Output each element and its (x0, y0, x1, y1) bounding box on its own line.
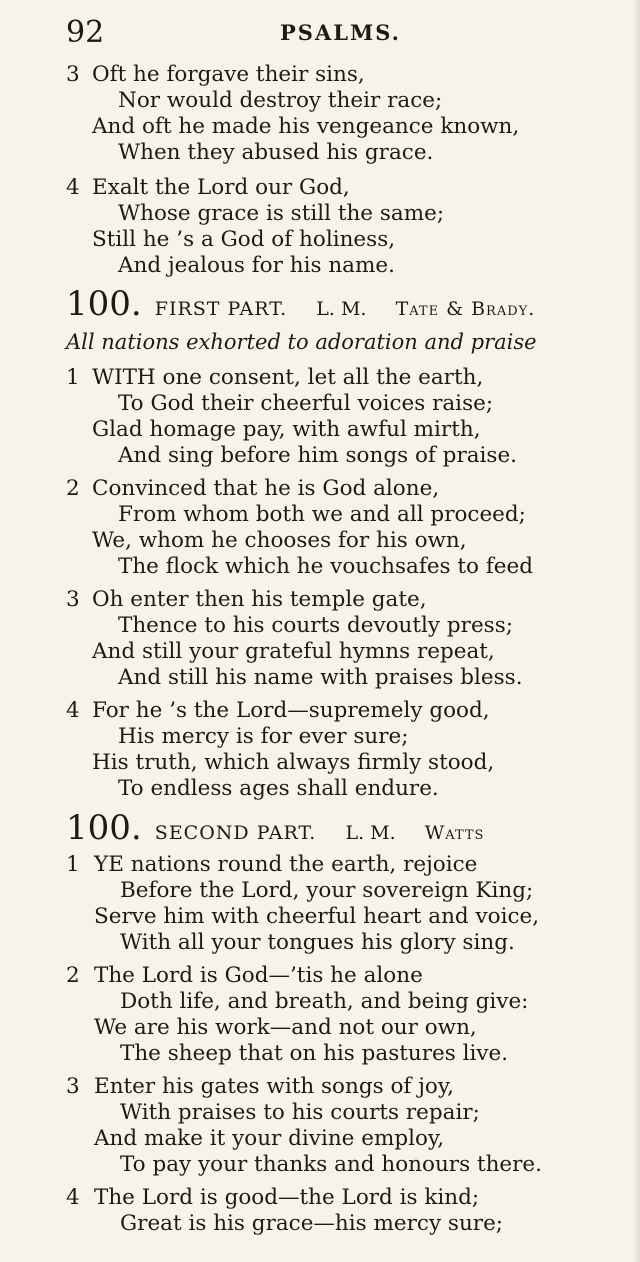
verse-line: The Lord is good—the Lord is kind; (94, 1185, 480, 1210)
verse-line: We, whom he chooses for his own, (92, 528, 467, 553)
verse-line: And oft he made his vengeance known, (92, 114, 520, 139)
verse-line: From whom both we and all proceed; (118, 502, 526, 527)
hymn-heading (66, 284, 626, 324)
verse-number: 1 (66, 852, 80, 877)
verse-line: And still his name with praises bless. (118, 665, 523, 690)
hymn-subtitle: All nations exhorted to adoration and praise (66, 330, 537, 354)
verse-line: Nor would destroy their race; (118, 88, 443, 113)
verse-line: Great is his grace—his mercy sure; (120, 1211, 504, 1236)
verse-line: The Lord is God—’tis he alone (94, 963, 423, 988)
verse-line: To endless ages shall endure. (118, 776, 439, 801)
hymn-number: 100. (66, 284, 142, 324)
verse-number: 2 (66, 963, 80, 988)
verse-number: 3 (66, 1074, 80, 1099)
verse-line: Thence to his courts devoutly press; (118, 613, 513, 638)
verse-number: 2 (66, 476, 80, 501)
part-title: FIRST PART. (154, 298, 288, 320)
verse-line: Serve him with cheerful heart and voice, (94, 904, 540, 929)
verse-number: 1 (66, 365, 80, 390)
verse-number: 3 (66, 62, 80, 87)
verse-line: His truth, which always firmly stood, (92, 750, 495, 775)
verse-line: Oh enter then his temple gate, (92, 587, 427, 612)
running-head: PSALMS. (280, 20, 401, 45)
hymn-heading (66, 808, 626, 848)
verse-line: WITH one consent, let all the earth, (92, 365, 484, 390)
verse-number: 4 (66, 698, 80, 723)
page-edge-shadow (632, 0, 640, 1262)
verse-line: To God their cheerful voices raise; (118, 391, 494, 416)
verse-line: Before the Lord, your sovereign King; (120, 878, 534, 903)
verse-line: Still he ’s a God of holiness, (92, 227, 396, 252)
verse-line: Oft he forgave their sins, (92, 62, 365, 87)
hymn-number: 100. (66, 808, 142, 848)
page-number: 92 (66, 15, 105, 50)
verse-line: Enter his gates with songs of joy, (94, 1074, 454, 1099)
verse-line: With praises to his courts repair; (120, 1100, 480, 1125)
verse-line: With all your tongues his glory sing. (120, 930, 515, 955)
verse-number: 4 (66, 1185, 80, 1210)
verse-line: YE nations round the earth, rejoice (94, 852, 478, 877)
verse-number: 3 (66, 587, 80, 612)
verse-line: And jealous for his name. (118, 253, 395, 278)
verse-line: And make it your divine employ, (94, 1126, 445, 1151)
meter: L. M. (316, 298, 367, 320)
verse-line: Doth life, and breath, and being give: (120, 989, 529, 1014)
author: Tate & Brady. (395, 298, 536, 320)
part-title: SECOND PART. (154, 822, 317, 844)
verse-line: And sing before him songs of praise. (118, 443, 518, 468)
verse-line: We are his work—and not our own, (94, 1015, 477, 1040)
meter: L. M. (345, 822, 396, 844)
verse-line: Whose grace is still the same; (118, 201, 445, 226)
verse-line: His mercy is for ever sure; (118, 724, 409, 749)
verse-line: And still your grateful hymns repeat, (92, 639, 495, 664)
verse-line: Glad homage pay, with awful mirth, (92, 417, 481, 442)
verse-line: Exalt the Lord our God, (92, 175, 350, 200)
page-header (0, 14, 640, 54)
verse-line: For he ’s the Lord—supremely good, (92, 698, 490, 723)
verse-line: Convinced that he is God alone, (92, 476, 440, 501)
verse-line: The sheep that on his pastures live. (120, 1041, 509, 1066)
verse-number: 4 (66, 175, 80, 200)
author: Watts (424, 822, 485, 844)
verse-line: The flock which he vouchsafes to feed (118, 554, 533, 579)
verse-line: When they abused his grace. (118, 140, 434, 165)
verse-line: To pay your thanks and honours there. (120, 1152, 542, 1177)
